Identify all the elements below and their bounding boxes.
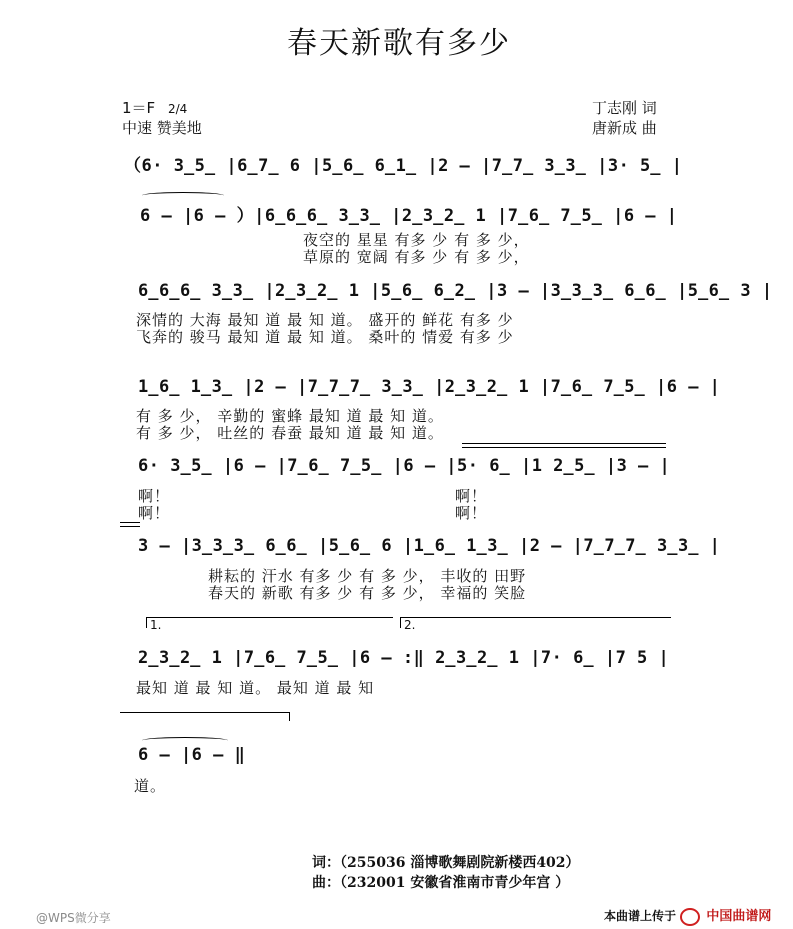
lyric-ah-2: 啊！ <box>138 504 171 522</box>
tie-slur <box>142 192 224 199</box>
lyricist-address: 词：（255036 淄博歌舞剧院新楼西402） <box>312 855 580 871</box>
volta-first-ending <box>146 617 393 632</box>
composer-credit: 唐新成 曲 <box>592 119 657 137</box>
lyric-verse1-line3: 深情的 大海 最知 道 最 知 道。 盛开的 鲜花 有多 少 <box>136 311 514 329</box>
score-line-1: （6· 3̲5̲ |6̲7̲ 6 |5̲6̲ 6̲1̲ |2 — |7̲7̲ 3̲3̲ |3· 5̲ | <box>124 156 683 176</box>
lyricist-credit: 丁志刚 词 <box>592 99 657 117</box>
upload-label: 本曲谱上传于 <box>604 909 677 923</box>
lyric-verse2-line2: 草原的 宽阔 有多 少 有 多 少， <box>303 248 530 266</box>
phrase-line <box>120 522 140 523</box>
score-line-6: 3 — |3̲3̲3̲ 6̲6̲ |5̲6̲ 6 |1̲6̲ 1̲3̲ |2 — |7̲7̲7̲ 3̲3̲ | <box>138 536 721 556</box>
site-logo-icon <box>680 908 700 926</box>
volta-2-label: 2. <box>404 618 416 632</box>
phrase-line-end <box>289 712 290 721</box>
lyric-verse1-line6: 耕耘的 汗水 有多 少 有 多 少， 丰收的 田野 <box>208 567 527 585</box>
score-line-5: 6· 3̲5̲ |6 — |7̲6̲ 7̲5̲ |6 — |5· 6̲ |1 2̲5̲ |3 — | <box>138 456 671 476</box>
lyric-ah-4: 啊！ <box>455 504 488 522</box>
phrase-line <box>462 447 666 448</box>
volta-1-label: 1. <box>150 618 162 632</box>
key-label: 1＝F <box>122 99 156 117</box>
score-line-2: 6 — |6 — ）|6̲6̲6̲ 3̲3̲ |2̲3̲2̲ 1 |7̲6̲ 7̲5̲ |6 — | <box>140 206 678 226</box>
lyric-ah-1: 啊！ <box>138 487 171 505</box>
score-line-3: 6̲6̲6̲ 3̲3̲ |2̲3̲2̲ 1 |5̲6̲ 6̲2̲ |3 — |3̲3̲3̲ 6̲6̲ |5̲6̲ 3 | <box>138 281 773 301</box>
wps-watermark: @WPS微分享 <box>36 911 111 925</box>
key-signature <box>122 97 187 118</box>
lyric-verse2-line3: 飞奔的 骏马 最知 道 最 知 道。 桑叶的 情爱 有多 少 <box>136 328 514 346</box>
lyric-verse1-line4: 有 多 少， 辛勤的 蜜蜂 最知 道 最 知 道。 <box>136 407 444 425</box>
phrase-line <box>120 712 290 713</box>
time-signature: 2/4 <box>167 102 188 116</box>
lyric-line8: 道。 <box>134 777 167 795</box>
lyric-line7: 最知 道 最 知 道。 最知 道 最 知 <box>136 679 375 697</box>
tie-slur <box>142 737 228 744</box>
lyric-verse2-line6: 春天的 新歌 有多 少 有 多 少， 幸福的 笑脸 <box>208 584 527 602</box>
lyric-ah-3: 啊！ <box>455 487 488 505</box>
lyric-verse1-line2: 夜空的 星星 有多 少 有 多 少， <box>303 231 530 249</box>
page-title: 春天新歌有多少 <box>287 26 511 61</box>
phrase-line <box>462 443 666 444</box>
lyric-verse2-line4: 有 多 少， 吐丝的 春蚕 最知 道 最 知 道。 <box>136 424 444 442</box>
upload-credit <box>604 905 771 926</box>
score-line-7: 2̲3̲2̲ 1 |7̲6̲ 7̲5̲ |6 — :‖ 2̲3̲2̲ 1 |7· 6̲ |7 5 | <box>138 648 670 668</box>
phrase-line <box>120 526 140 527</box>
volta-second-ending <box>400 617 671 632</box>
tempo-marking: 中速 赞美地 <box>122 119 202 137</box>
score-line-4: 1̲6̲ 1̲3̲ |2 — |7̲7̲7̲ 3̲3̲ |2̲3̲2̲ 1 |7̲6̲ 7̲5̲ |6 — | <box>138 377 721 397</box>
composer-address: 曲：（232001 安徽省淮南市青少年宫 ） <box>312 875 570 891</box>
score-line-8: 6 — |6 — ‖ <box>138 745 246 765</box>
site-name: 中国曲谱网 <box>706 909 772 924</box>
